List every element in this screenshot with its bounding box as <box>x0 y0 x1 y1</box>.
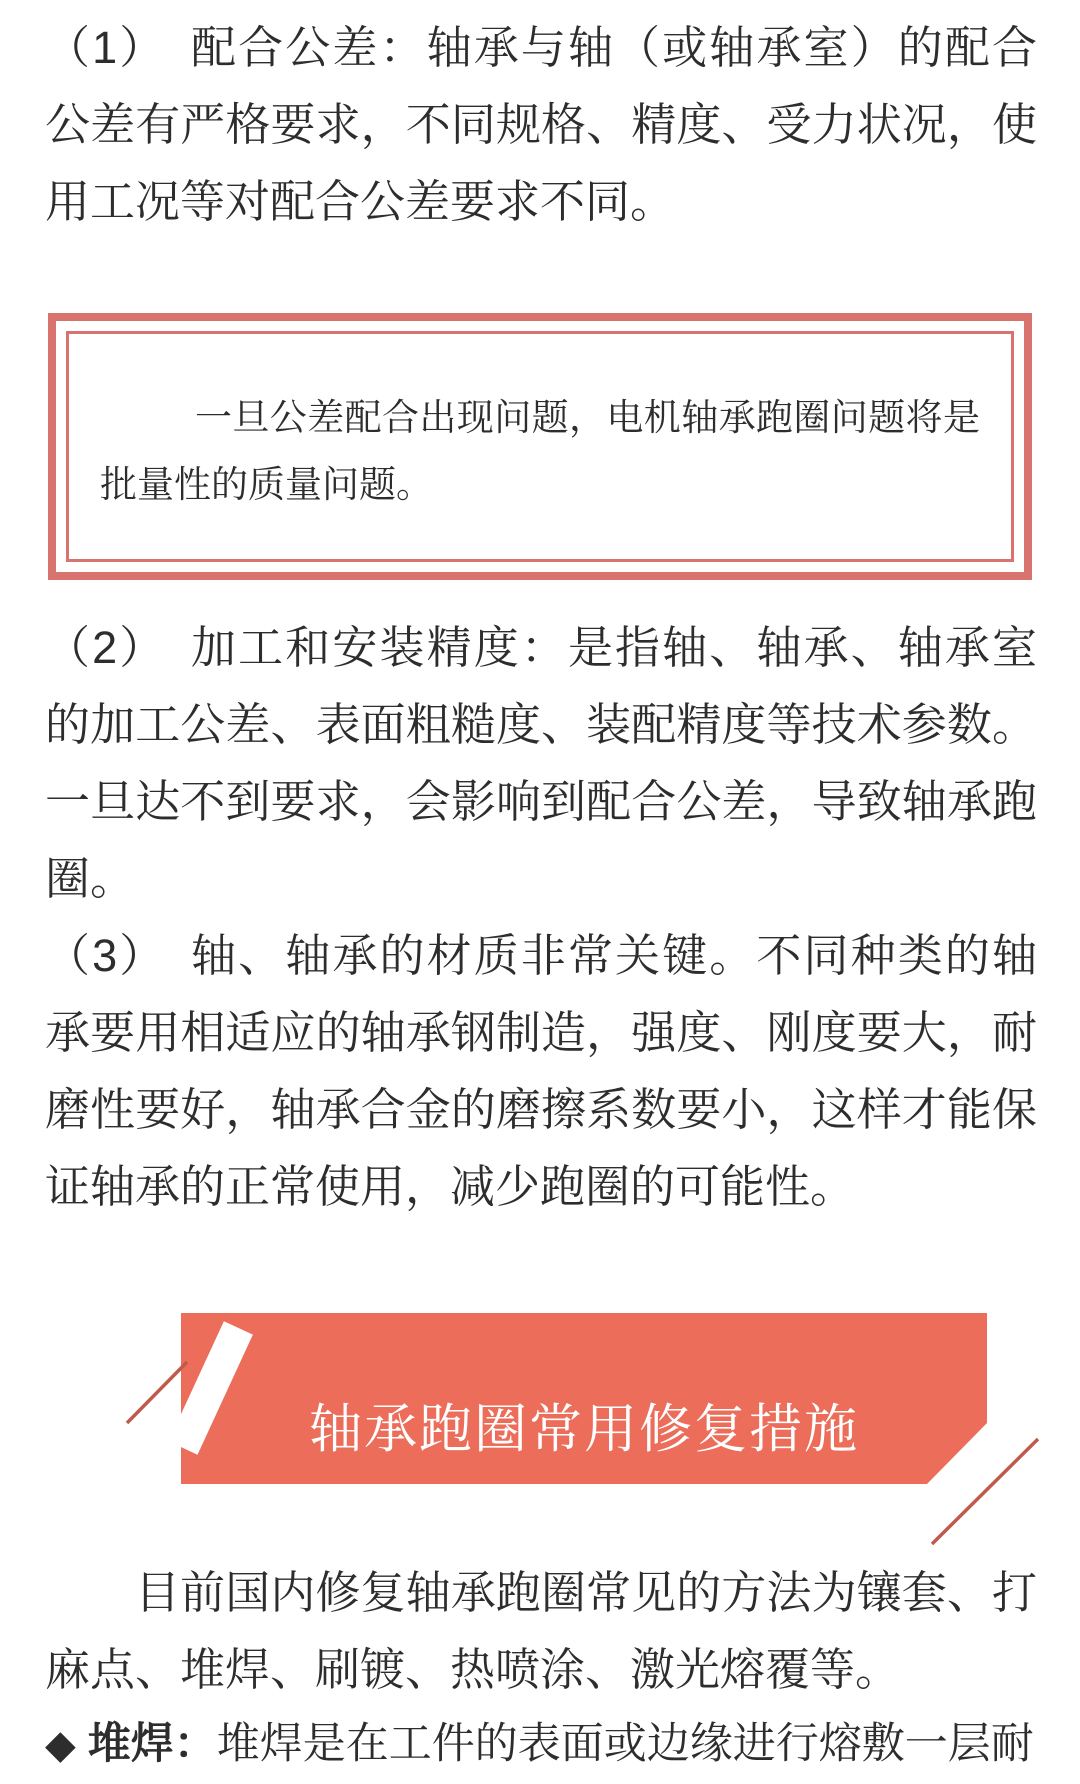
diamond-bullet-icon: ◆ <box>45 1723 76 1767</box>
paragraph-group <box>45 609 1037 1225</box>
callout-text: 一旦公差配合出现问题，电机轴承跑圈问题将是批量性的质量问题。 <box>100 397 980 505</box>
paragraph-material: （3） 轴、轴承的材质非常关键。不同种类的轴承要用相适应的轴承钢制造，强度、刚度要大，耐磨性要好，轴承合金的磨擦系数要小，这样才能保证轴承的正常使用，减少跑圈的可能性。 <box>45 930 1037 1212</box>
callout-box-inner <box>66 331 1014 562</box>
paragraph-repair-methods: 目前国内修复轴承跑圈常见的方法为镶套、打麻点、堆焊、刷镀、热喷涂、激光熔覆等。 <box>45 1567 1037 1695</box>
paragraph-fit-tolerance: （1） 配合公差：轴承与轴（或轴承室）的配合公差有严格要求，不同规格、精度、受力状况，使用工况等对配合公差要求不同。 <box>45 22 1037 227</box>
bullet-item-surfacing-weld <box>45 1706 1037 1784</box>
bullet-term: 堆焊： <box>87 1720 217 1768</box>
paragraph-machining-precision: （2） 加工和安装精度：是指轴、轴承、轴承室的加工公差、表面粗糙度、装配精度等技术参数。一旦达不到要求，会影响到配合公差，导致轴承跑圈。 <box>45 622 1037 904</box>
left-diagonal-line-icon <box>127 1362 187 1423</box>
section-banner <box>45 1266 1037 1554</box>
banner-title: 轴承跑圈常用修复措施 <box>309 1400 859 1459</box>
callout-box <box>48 313 1032 580</box>
bullet-text: 堆焊是在工件的表面或边缘进行熔敷一层耐 <box>216 1720 1034 1768</box>
